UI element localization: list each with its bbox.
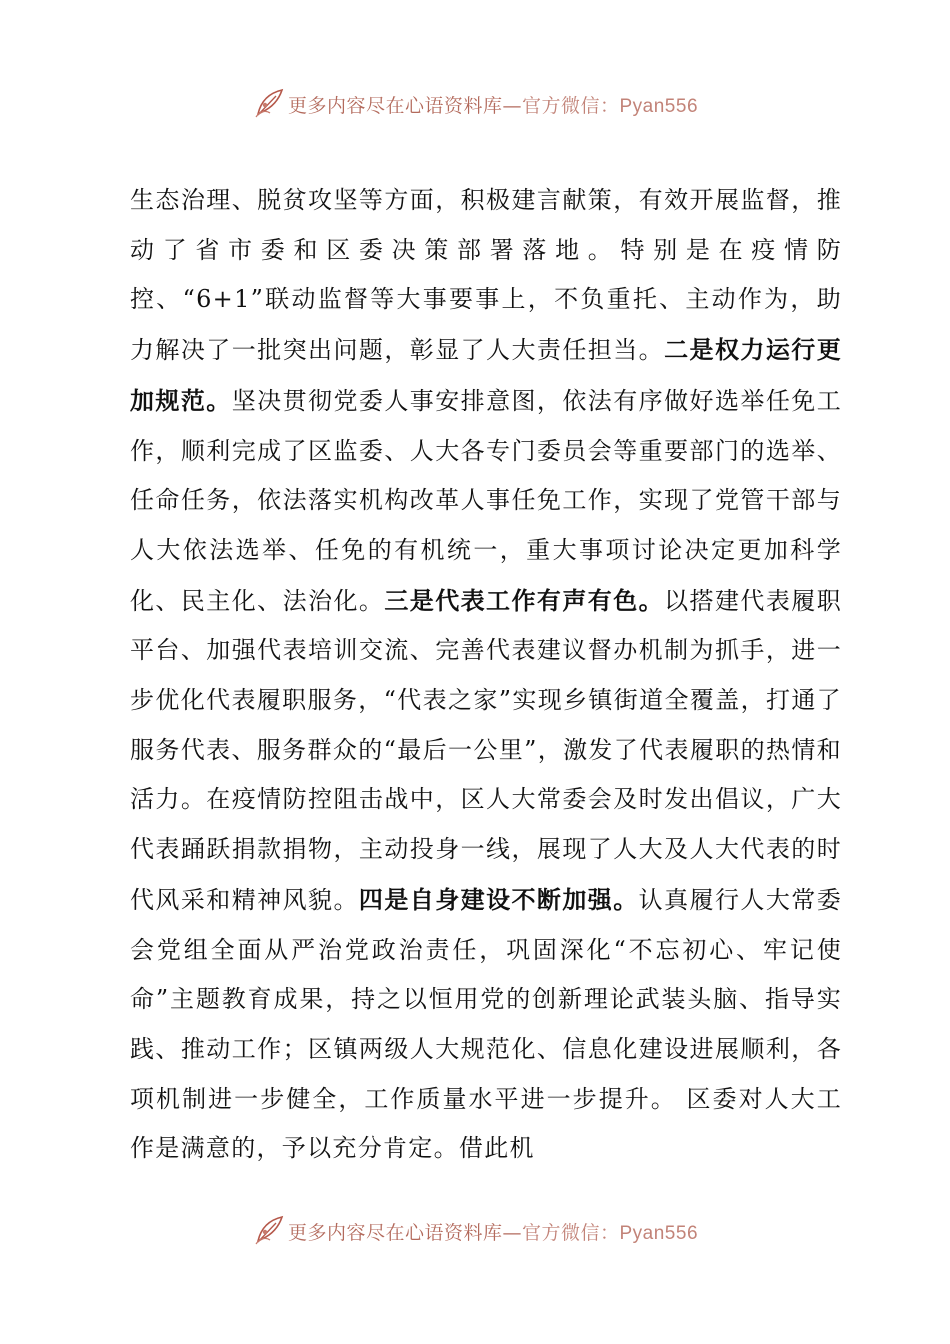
quill-logo-icon bbox=[252, 87, 286, 121]
footer-banner-main: 更多内容尽在心语资料库 bbox=[287, 1221, 503, 1244]
header-banner-main: 更多内容尽在心语资料库 bbox=[287, 94, 503, 117]
header-banner-text bbox=[288, 91, 698, 118]
footer-banner-wechat: 官方微信：Pyan556 bbox=[522, 1222, 699, 1244]
page-footer-banner bbox=[0, 1211, 950, 1251]
header-banner-dash: — bbox=[502, 94, 522, 117]
footer-banner-dash: — bbox=[502, 1221, 522, 1244]
page-header-banner bbox=[0, 84, 950, 124]
bold-heading-4: 四是自身建设不断加强。 bbox=[358, 884, 639, 914]
header-banner-wechat: 官方微信：Pyan556 bbox=[522, 95, 699, 117]
paragraph-segment-4: 认真履行人大常委会党组全面从严治党政治责任，巩固深化“不忘初心、牢记使命”主题教育成果，持之以恒用党的创新理论武装头脑、指导实践、推动工作；区镇两级人大规范化、信息化建设进展顺利，各项机制进一步健全，工作质量水平进一步提升。 区委对人大工作是满意的，予以充分肯定。借此机 bbox=[130, 885, 842, 1163]
bold-heading-2: 二是权力运行更加规范。 bbox=[130, 335, 842, 415]
paragraph-segment-1: 生态治理、脱贫攻坚等方面，积极建言献策，有效开展监督，推动了省市委和区委决策部署落地。特别是在疫情防控、“6+1”联动监督等大事要事上，不负重托、主动作为，助力解决了一批突出问题，彰显了人大责任担当。 bbox=[130, 186, 842, 365]
paragraph-segment-3: 以搭建代表履职平台、加强代表培训交流、完善代表建议督办机制为抓手，进一步优化代表履职服务，“代表之家”实现乡镇街道全覆盖，打通了服务代表、服务群众的“最后一公里”，激发了代表履职的热情和活力。在疫情防控阻击战中，区人大常委会及时发出倡议，广大代表踊跃捐款捐物，主动投身一线，展现了人大及人大代表的时代风采和精神风貌。 bbox=[130, 586, 842, 914]
quill-logo-icon bbox=[252, 1214, 286, 1248]
bold-heading-3: 三是代表工作有声有色。 bbox=[384, 585, 665, 615]
paragraph-segment-2: 坚决贯彻党委人事安排意图，依法有序做好选举任免工作，顺利完成了区监委、人大各专门委员会等重要部门的选举、任命任务，依法落实机构改革人事任免工作，实现了党管干部与人大依法选举、任免的有机统一，重大事项讨论决定更加科学化、民主化、法治化。 bbox=[130, 386, 842, 615]
body-paragraph bbox=[130, 176, 842, 1174]
footer-banner-text bbox=[288, 1218, 698, 1245]
